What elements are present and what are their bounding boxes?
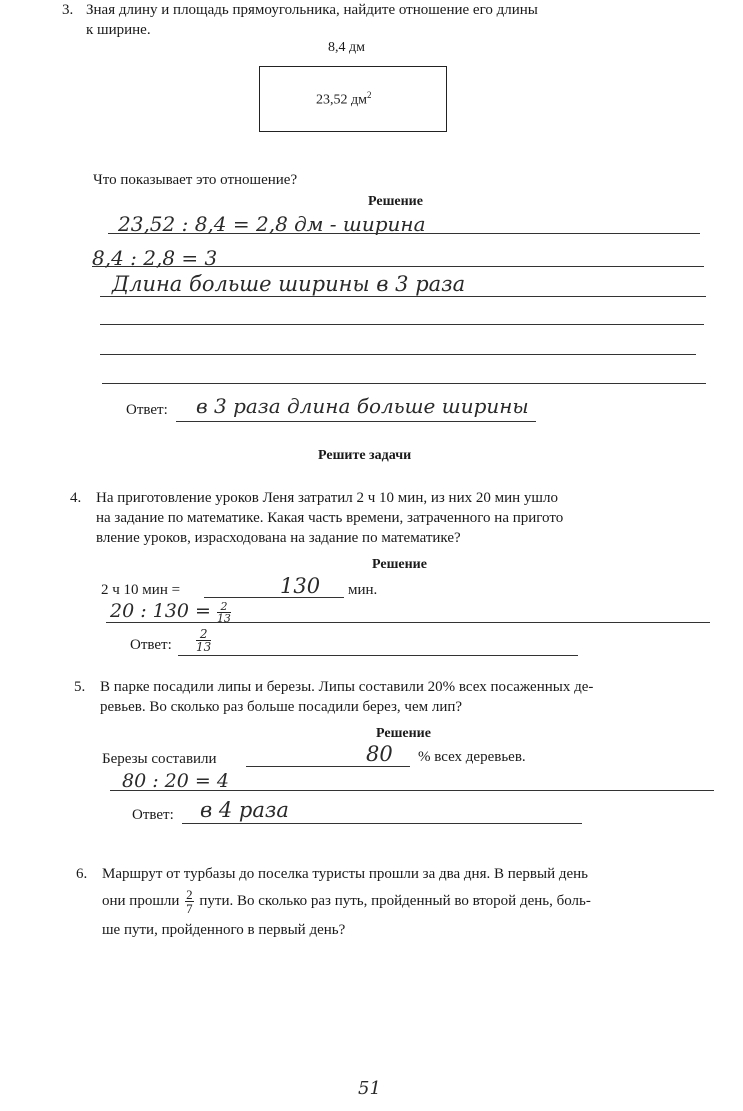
task4-number: 4. xyxy=(70,490,82,506)
task5-number: 5. xyxy=(74,679,86,695)
task4-text-line2: на задание по математике. Какая часть времени, затраченного на пригото xyxy=(96,510,564,526)
task6-text-line2 xyxy=(102,888,591,915)
task4-hand-line xyxy=(110,600,231,624)
task3-rule-5 xyxy=(100,354,696,355)
task3-hand-line1: 23,52 : 8,4 = 2,8 дм - ширина xyxy=(118,212,426,236)
task6-text-line3: ше пути, пройденного в первый день? xyxy=(102,922,346,938)
area-value: 23,52 дм xyxy=(316,92,367,108)
task6-frac-den: 7 xyxy=(186,901,193,916)
rect-length-label: 8,4 дм xyxy=(328,40,365,55)
task3-rule-6 xyxy=(102,383,706,384)
task4-hand-frac-num: 2 xyxy=(217,601,231,613)
task3-answer-hand: в 3 раза длина больше ширины xyxy=(196,394,529,418)
task4-conversion-left: 2 ч 10 мин = xyxy=(101,582,181,598)
task3-solution-heading: Решение xyxy=(368,194,423,209)
task3-number: 3. xyxy=(62,2,74,18)
task4-rule xyxy=(106,622,710,623)
task6-fraction xyxy=(185,888,194,915)
task4-answer-frac xyxy=(196,628,211,653)
area-exponent: 2 xyxy=(366,90,372,100)
task6-text-line2-b: пути. Во сколько раз путь, пройденный во второй день, боль- xyxy=(199,892,591,909)
task3-rule-4 xyxy=(100,324,704,325)
task4-hand-expression: 20 : 130 = xyxy=(110,600,211,622)
task4-conversion-rule xyxy=(204,597,344,598)
task5-rule xyxy=(110,790,714,791)
task4-answer-label: Ответ: xyxy=(130,637,172,653)
task5-answer-hand: в 4 раза xyxy=(200,798,289,822)
task3-answer-rule xyxy=(176,421,536,422)
task5-text-line1: В парке посадили липы и березы. Липы составили 20% всех посаженных де- xyxy=(100,679,594,695)
task3-hand-line3: Длина больше ширины в 3 раза xyxy=(112,272,466,296)
task5-birch-right: % всех деревьев. xyxy=(418,749,526,765)
task5-text-line2: ревьев. Во сколько раз больше посадили берез, чем лип? xyxy=(100,699,463,715)
task3-hand-line2: 8,4 : 2,8 = 3 xyxy=(92,246,218,270)
task5-birch-rule xyxy=(246,766,410,767)
section-heading: Решите задачи xyxy=(318,448,412,463)
task3-rule-1 xyxy=(108,233,700,234)
task4-conversion-hand: 130 xyxy=(280,574,321,598)
task3-text-line2: к ширине. xyxy=(86,22,151,38)
task5-birch-hand: 80 xyxy=(366,742,393,766)
task4-text-line3: вление уроков, израсходована на задание по математике? xyxy=(96,530,461,546)
task4-answer-rule xyxy=(178,655,578,656)
task4-hand-fraction xyxy=(217,601,231,624)
task4-solution-heading: Решение xyxy=(372,557,427,572)
task3-answer-label: Ответ: xyxy=(126,402,168,418)
task6-text-line2-a: они прошли xyxy=(102,892,180,909)
task4-answer-frac-den: 13 xyxy=(196,640,212,654)
task4-conversion-unit: мин. xyxy=(348,582,378,598)
task5-birch-left: Березы составили xyxy=(102,751,217,767)
task3-rule-2 xyxy=(92,266,704,267)
task5-hand-line: 80 : 20 = 4 xyxy=(122,770,229,792)
task3-text-line1: Зная длину и площадь прямоугольника, найдите отношение его длины xyxy=(86,2,538,18)
task5-solution-heading: Решение xyxy=(376,726,431,741)
task4-answer-frac-num: 2 xyxy=(196,628,211,641)
task6-text-line1: Маршрут от турбазы до поселка туристы прошли за два дня. В первый день xyxy=(102,866,589,882)
task3-question: Что показывает это отношение? xyxy=(93,172,298,188)
task4-answer-fraction xyxy=(196,628,211,653)
task3-rule-3 xyxy=(100,296,706,297)
task4-text-line1: На приготовление уроков Леня затратил 2 ч 10 мин, из них 20 мин ушло xyxy=(96,490,558,506)
task6-frac-num: 2 xyxy=(186,887,193,902)
task4-hand-frac-den: 13 xyxy=(216,611,231,625)
page-number: 51 xyxy=(358,1078,381,1099)
task6-number: 6. xyxy=(76,866,88,882)
task5-answer-label: Ответ: xyxy=(132,807,174,823)
rect-area-label xyxy=(316,90,371,109)
task5-answer-rule xyxy=(182,823,582,824)
